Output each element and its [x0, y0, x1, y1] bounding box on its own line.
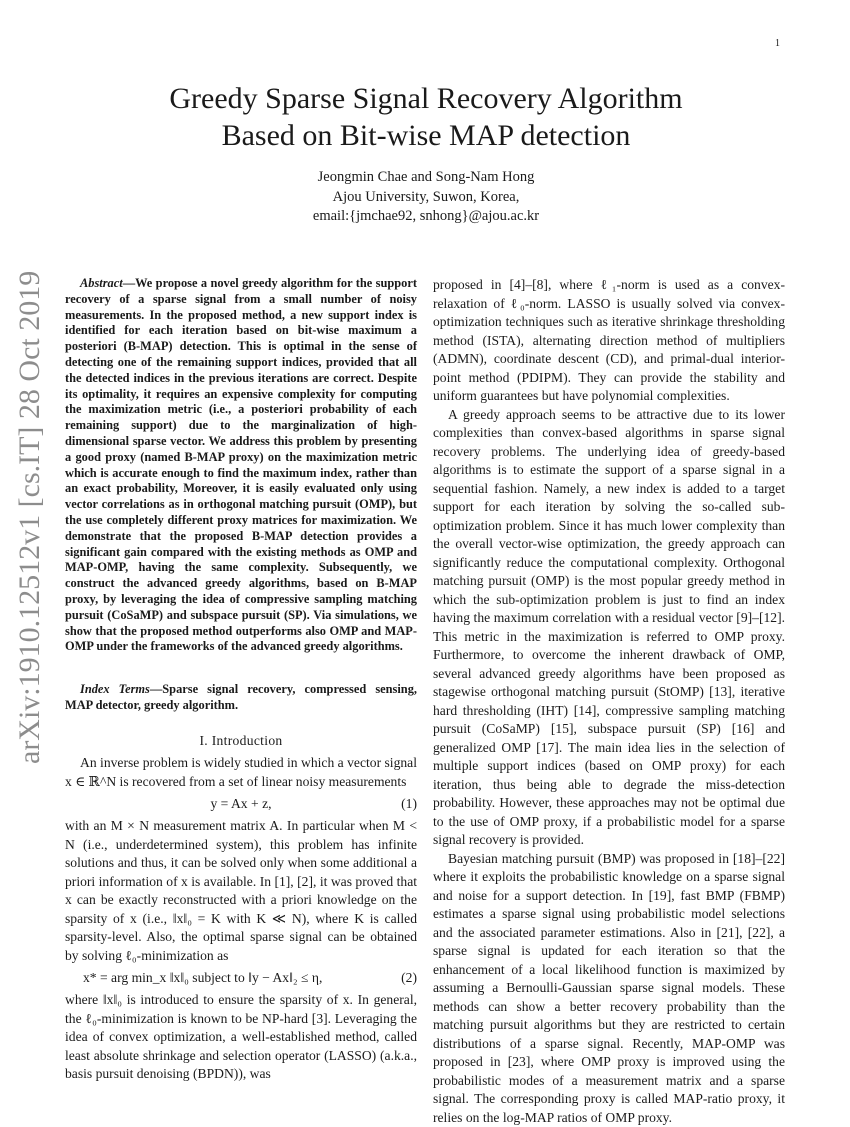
section-heading-introduction: I. Introduction — [65, 732, 417, 751]
index-terms-body: —Sparse signal recovery, compressed sensing, MAP detector, greedy algorithm. — [65, 682, 417, 712]
index-terms-lead: Index Terms — [80, 682, 150, 696]
right-paragraph-3: Bayesian matching pursuit (BMP) was proposed in [18]–[22] where it exploits the probabilistic knowledge on a sparse signal and noise for a support detection. In [19], fast BMP (FBMP) estimates a sparse signal using probabilistic model selections and the associated parameter estimations. Also in [21], [22], a sparse signal is updated for each iteration so that the enhancement of a local likelihood function is maximized by assuming a Bernoulli-Gaussian sparse signal models. These methods can show a better recovery probability than the matching pursuit algorithms but they are restricted to certain distributions of a sparse signal. Recently, MAP-OMP was proposed in [23], where OMP proxy is improved using the probabilistic modes of a measurement matrix and a sparse signal. The corresponding proxy is called MAP-ratio proxy, it relies on the log-MAP ratios of OMP proxy. — [433, 850, 785, 1127]
title-block — [70, 80, 782, 227]
right-paragraph-1: proposed in [4]–[8], where ℓ₁-norm is used as a convex-relaxation of ℓ₀-norm. LASSO is usually solved via convex-optimization techniques such as iterative shrinkage thresholding method (ISTA), alternating direction method of multipliers (ADMN), coordinate descent (CD), and primal-dual interior-point method (PDIPM). They can provide the stability and uniform guarantees but have polynomial complexities. — [433, 276, 785, 406]
equation-2-number: (2) — [401, 965, 417, 991]
author-affiliation: Ajou University, Suwon, Korea, — [70, 188, 782, 208]
abstract-lead: Abstract — [80, 276, 123, 290]
author-names: Jeongmin Chae and Song-Nam Hong — [70, 168, 782, 188]
intro-paragraph-3: where ‖x‖₀ is introduced to ensure the sparsity of x. In general, the ℓ₀-minimization is known to be NP-hard [3]. Leveraging the idea of convex optimization, a well-established method, called least absolute shrinkage and selection operator (LASSO) (a.k.a., basis pursuit denoising (BPDN)), was — [65, 991, 417, 1084]
intro-paragraph-2: with an M × N measurement matrix A. In particular when M < N (i.e., underdetermined system), this problem has infinite solutions and thus, it can be solved only when some additional a priori information of x is available. In [1], [2], it was proved that x can be exactly reconstructed with a priori knowledge on the sparsity of x (i.e., ‖x‖₀ = K with K ≪ N), where K is called sparsity-level. Also, the optimal sparse signal can be obtained by solving ℓ₀-minimization as — [65, 817, 417, 965]
author-email: email:{jmchae92, snhong}@ajou.ac.kr — [70, 207, 782, 227]
paper-title — [70, 80, 782, 154]
equation-1-number: (1) — [401, 791, 417, 817]
equation-2-body: x* = arg min_x ‖x‖₀ subject to ‖y − Ax‖₂ ≤ η, — [83, 970, 322, 985]
index-terms — [65, 682, 417, 714]
title-line-1: Greedy Sparse Signal Recovery Algorithm — [169, 82, 682, 115]
title-line-2: Based on Bit-wise MAP detection — [222, 119, 631, 152]
equation-2 — [65, 965, 417, 991]
page-number: 1 — [775, 38, 780, 49]
equation-1 — [65, 791, 417, 817]
right-column — [433, 276, 785, 1127]
arxiv-identifier-stamp: arXiv:1910.12512v1 [cs.IT] 28 Oct 2019 — [8, 270, 52, 765]
left-column — [65, 276, 417, 1084]
abstract — [65, 276, 417, 655]
equation-1-body: y = Ax + z, — [210, 796, 271, 811]
right-paragraph-2: A greedy approach seems to be attractive due to its lower complexities than convex-based algorithms in sparse signal recovery problems. The underlying idea of greedy-based algorithms is to estimate the support of a sparse signal in a sequential fashion. Namely, a new index is added to a target support for each iteration by solving the so-called sub-optimization problem. Since it has much lower complexity than the overall vector-wise optimization, the greedy approach can significantly reduce the computational complexity. Orthogonal matching pursuit (OMP) is the most popular greedy method in which the sub-optimization problem is just to find an index having the maximum correlation with a residual vector [9]–[12]. This metric in the maximization is referred to OMP proxy. Furthermore, to overcome the inherent drawback of OMP, several advanced greedy algorithms have been proposed as stagewise orthogonal matching pursuit (StOMP) [13], iterative hard thresholding (IHT) [14], compressive sampling matching pursuit (CoSaMP) [15], subspace pursuit (SP) [16] and generalized OMP [17]. The main idea lies in the selection of multiple support indices (based on OMP proxy) for each iteration, thus being able to degrade the miss-detection probability. However, these approaches may not be optimal due to the use of OMP proxy, if a probabilistic model for a sparse signal recovery is provided. — [433, 406, 785, 850]
intro-paragraph-1: An inverse problem is widely studied in which a vector signal x ∈ ℝ^N is recovered from a set of linear noisy measurements — [65, 754, 417, 791]
abstract-body: —We propose a novel greedy algorithm for the support recovery of a sparse signal from a small number of noisy measurements. In the proposed method, a new support index is identified for each iteration based on bit-wise maximum a posteriori (B-MAP) detection. This is optimal in the sense of detecting one of the remaining support indices, provided that all the detected indices in the previous iterations are correct. Despite its optimality, it requires an expensive complexity for computing the maximization metric (i.e., a posteriori probability of each remaining support) due to the marginalization of high-dimensional sparse vector. We address this problem by presenting a good proxy (named B-MAP proxy) on the maximization metric which is accurate enough to find the maximum index, rather than an exact probability, Moreover, it is easily evaluated only using vector correlations as in orthogonal matching pursuit (OMP), but the use completely different proxy matrices for maximization. We demonstrate that the proposed B-MAP detection provides a significant gain compared with the existing methods as OMP and MAP-OMP, having the same complexity. Subsequently, we construct the advanced greedy algorithms, based on B-MAP proxy, by leveraging the idea of compressive sampling matching pursuit (CoSaMP) and subspace pursuit (SP). Via simulations, we show that the proposed method outperforms also OMP and MAP-OMP under the frameworks of the advanced greedy algorithms. — [65, 276, 417, 653]
